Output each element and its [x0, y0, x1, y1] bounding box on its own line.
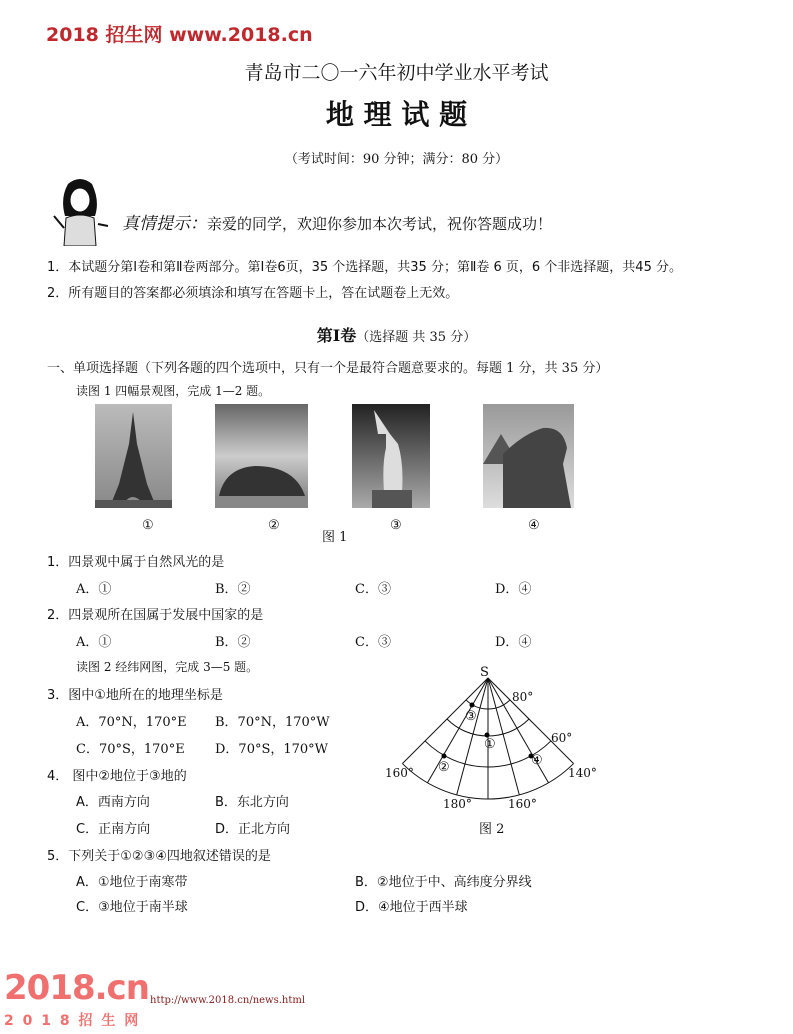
- photo-label-2: ②: [268, 518, 280, 533]
- footer-url[interactable]: http://www.2018.cn/news.html: [150, 995, 306, 1006]
- exam-info: （考试时间：90 分钟；满分：80 分）: [284, 152, 509, 167]
- q1-option-d: D．④: [495, 582, 532, 597]
- section-heading: [0, 323, 793, 346]
- instruction-2: 2．所有题目的答案都必须填涂和填写在答题卡上，答在试题卷上无效。: [47, 286, 459, 301]
- q2-option-b: B．②: [215, 635, 251, 650]
- q4-option-b: B．东北方向: [215, 795, 289, 810]
- point-4-label: ④: [531, 753, 543, 768]
- figure2-intro: 读图 2 经纬网图，完成 3—5 题。: [76, 660, 259, 674]
- q3-option-d: D．70°S，170°W: [215, 742, 329, 757]
- location-dot: [470, 703, 475, 708]
- tip: [122, 209, 552, 234]
- part-heading: 一、单项选择题（下列各题的四个选项中，只有一个是最符合题意要求的。每题 1 分，共 35 分）: [47, 361, 609, 376]
- photo-label-1: ①: [142, 518, 154, 533]
- q2-option-d: D．④: [495, 635, 532, 650]
- lat-60-label: 60°: [551, 731, 573, 745]
- location-dot: [442, 754, 447, 759]
- q3-option-a: A．70°N，170°E: [76, 715, 187, 730]
- section-title: 第Ⅰ卷: [316, 326, 357, 345]
- q5-option-b: B．②地位于中、高纬度分界线: [355, 875, 532, 890]
- q1-stem: 1．四景观中属于自然风光的是: [47, 555, 225, 570]
- lon-180-label: 180°: [443, 797, 472, 811]
- figure1-caption: 图 1: [322, 530, 348, 545]
- q5-option-a: A．①地位于南寒带: [76, 875, 188, 890]
- exam-title: 青岛市二〇一六年初中学业水平考试: [244, 62, 549, 84]
- statue-of-liberty-photo: [352, 404, 430, 508]
- girl-illustration-icon: [50, 176, 110, 246]
- photo-label-3: ③: [390, 518, 402, 533]
- eiffel-tower-photo: [95, 404, 172, 508]
- lon-160-left-label: 160°: [385, 766, 414, 780]
- q3-stem: 3．图中①地所在的地理坐标是: [47, 688, 223, 703]
- point-2-label: ②: [438, 760, 450, 775]
- q4-stem: 4． 图中②地位于③地的: [47, 769, 187, 784]
- subject-title: 地 理 试 题: [325, 98, 468, 131]
- pole-label: S: [480, 665, 489, 680]
- instruction-1: 1．本试题分第Ⅰ卷和第Ⅱ卷两部分。第Ⅰ卷6页，35 个选择题，共35 分；第Ⅱ卷 6 页，6 个非选择题，共45 分。: [47, 260, 682, 275]
- lon-140-label: 140°: [568, 766, 597, 780]
- q2-option-c: C．③: [355, 635, 391, 650]
- lon-160-bottom-label: 160°: [508, 797, 537, 811]
- q5-option-c: C．③地位于南半球: [76, 900, 188, 915]
- q4-option-c: C．正南方向: [76, 822, 151, 837]
- tip-label: 真情提示：: [122, 214, 207, 234]
- q2-stem: 2．四景观所在国属于发展中国家的是: [47, 608, 264, 623]
- tip-text: 亲爱的同学，欢迎你参加本次考试，祝你答题成功！: [207, 215, 553, 233]
- q3-option-c: C．70°S，170°E: [76, 742, 185, 757]
- header-brand[interactable]: 2018 招生网 www.2018.cn: [46, 24, 313, 46]
- photo-label-4: ④: [528, 518, 540, 533]
- q4-option-a: A．西南方向: [76, 795, 150, 810]
- footer-logo-sub: 2 0 1 8 招 生 网: [4, 1013, 141, 1029]
- q2-option-a: A．①: [76, 635, 112, 650]
- q1-option-b: B．②: [215, 582, 251, 597]
- q5-stem: 5．下列关于①②③④四地叙述错误的是: [47, 849, 271, 864]
- q4-option-d: D．正北方向: [215, 822, 291, 837]
- q5-option-d: D．④地位于西半球: [355, 900, 468, 915]
- footer-logo: 2018.cn: [4, 968, 149, 1008]
- meridian-line: [428, 678, 489, 783]
- q1-option-c: C．③: [355, 582, 391, 597]
- point-1-label: ①: [484, 737, 496, 752]
- q1-option-a: A．①: [76, 582, 112, 597]
- figure2-caption: 图 2: [479, 822, 505, 837]
- uluru-photo: [215, 404, 308, 508]
- q3-option-b: B．70°N，170°W: [215, 715, 330, 730]
- point-3-label: ③: [465, 709, 477, 724]
- sphinx-photo: [483, 404, 574, 508]
- section-subtitle: （选择题 共 35 分）: [356, 330, 477, 345]
- lat-80-label: 80°: [512, 690, 534, 704]
- figure1-intro: 读图 1 四幅景观图，完成 1—2 题。: [76, 384, 271, 398]
